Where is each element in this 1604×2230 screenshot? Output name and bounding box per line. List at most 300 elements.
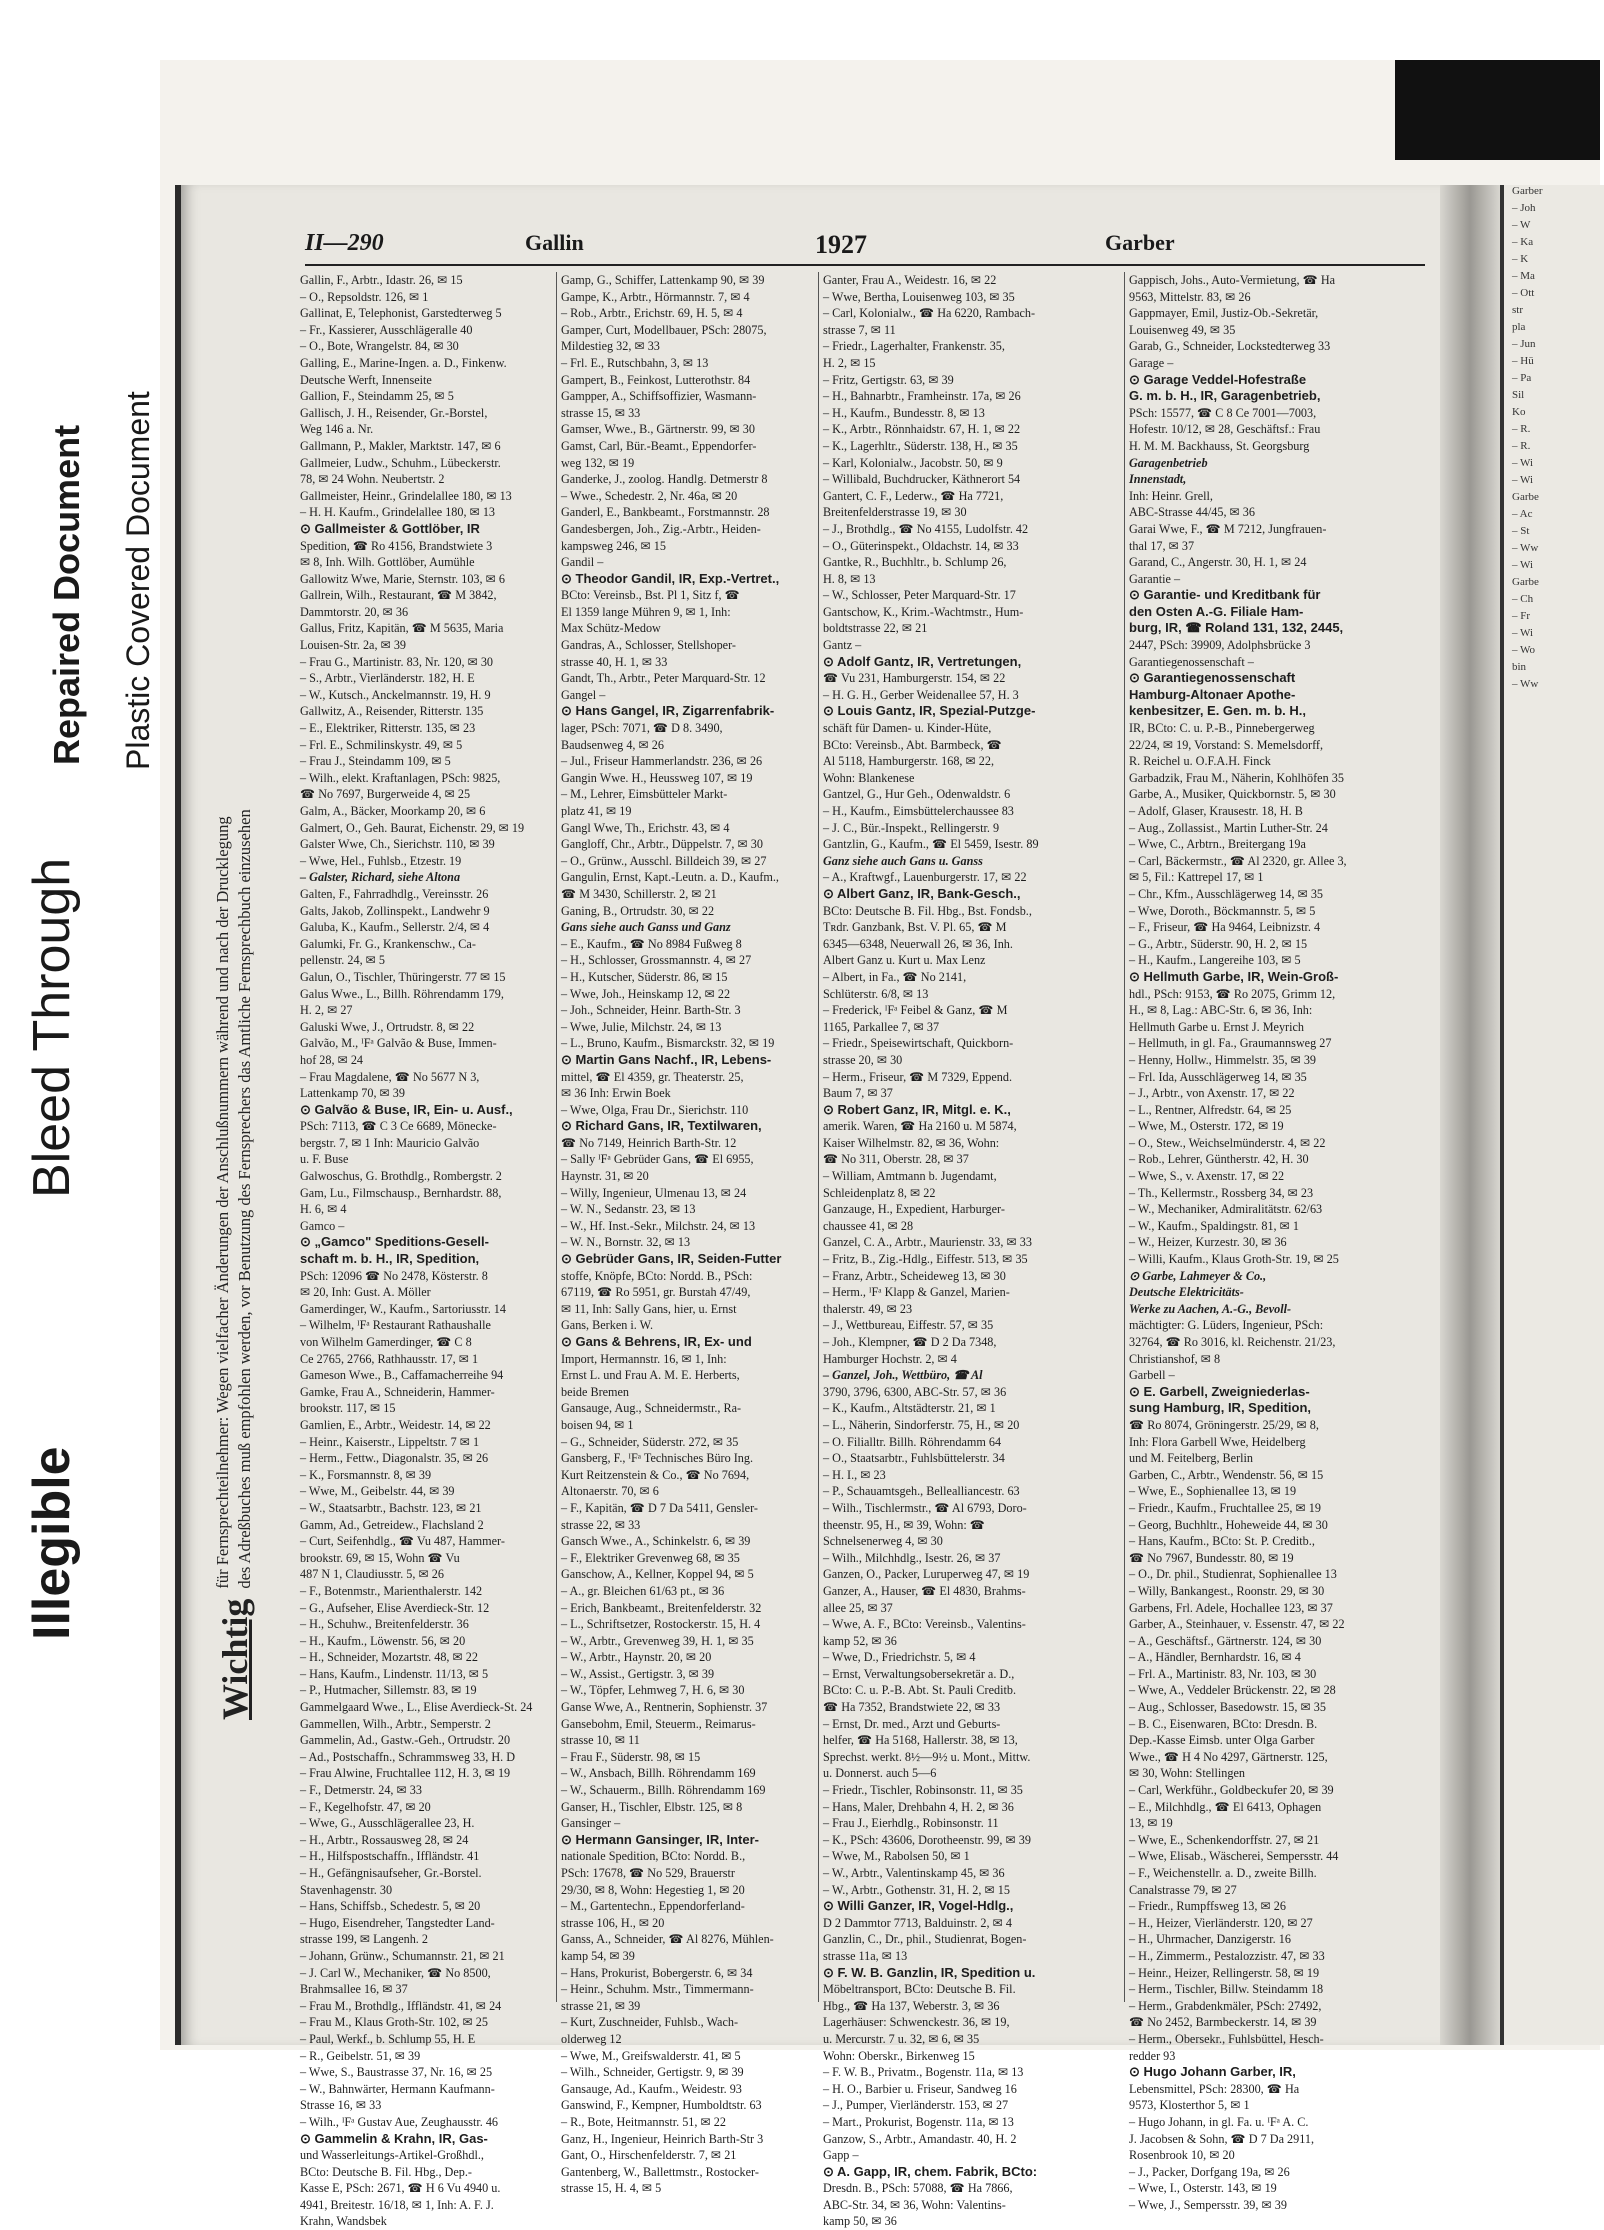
adjacent-page-fragment: – Ww	[1512, 542, 1539, 554]
directory-entry-line: – Johann, Grünw., Schumannstr. 21, ✉ 21	[300, 1948, 505, 1963]
directory-entry-line: Garber, A., Steinhauer, v. Essenstr. 47, ✉ 22	[1129, 1617, 1345, 1632]
directory-entry-line: 9563, Mittelstr. 83, ✉ 26	[1129, 289, 1251, 304]
directory-entry-line: – Heinr., Heizer, Rellingerstr. 58, ✉ 19	[1129, 1965, 1320, 1980]
directory-entry-line: – Wilhelm, ᴵFᵃ Restaurant Rathaushalle	[300, 1318, 491, 1333]
directory-entry-line: Galten, F., Fahrradhdlg., Vereinsstr. 26	[300, 886, 489, 901]
directory-entry-line: Dammtorstr. 20, ✉ 36	[300, 604, 409, 619]
directory-entry-line: – F., Botenmstr., Marienthalerstr. 142	[300, 1583, 483, 1598]
directory-entry-line: ☎ Ha 7352, Brandstwiete 22, ✉ 33	[823, 1700, 1001, 1715]
adjacent-page-fragment: pla	[1512, 321, 1526, 333]
directory-entry-line: 78, ✉ 24 Wohn. Neubertstr. 2	[300, 472, 445, 487]
directory-entry-line: – Willy, Ingenieur, Ulmenau 13, ✉ 24	[561, 1185, 747, 1200]
directory-entry-line: sung Hamburg, IR, Spedition,	[1129, 1400, 1311, 1416]
directory-entry-line: – Frl. Ida, Ausschlägerweg 14, ✉ 35	[1129, 1069, 1307, 1084]
adjacent-page-fragment: – Wo	[1512, 644, 1536, 656]
bleed-through-label: Bleed Through	[23, 857, 81, 1198]
directory-entry-line: – Wilh., ᴵFᵃ Gustav Aue, Zeughausstr. 46	[300, 2114, 499, 2129]
directory-entry-line: D 2 Dammtor 7713, Balduinstr. 2, ✉ 4	[823, 1915, 1012, 1930]
directory-entry-line: – M., Lehrer, Eimsbütteler Markt-	[561, 787, 728, 802]
directory-entry-line: – Willy, Bankangest., Roonstr. 29, ✉ 30	[1129, 1583, 1325, 1598]
directory-entry-line: ☎ Vu 231, Hamburgerstr. 154, ✉ 22	[823, 671, 1006, 686]
directory-entry-line: Garab, G., Schneider, Lockstedterweg 33	[1129, 339, 1331, 354]
directory-entry-line: Gallowitz Wwe, Marie, Sternstr. 103, ✉ 6	[300, 571, 505, 586]
directory-entry-line: – H., Kaufm., Löwenstr. 56, ✉ 20	[300, 1633, 466, 1648]
directory-entry-line: Garben, C., Arbtr., Wendenstr. 56, ✉ 15	[1129, 1467, 1324, 1482]
directory-entry-line: ⊙ Theodor Gandil, IR, Exp.-Vertret.,	[561, 570, 780, 586]
directory-entry-line: Hamburg-Altonaer Apothe-	[1129, 686, 1296, 702]
directory-entry-line: boisen 94, ✉ 1	[561, 1417, 634, 1432]
directory-entry-line: 1165, Parkallee 7, ✉ 37	[823, 1019, 940, 1034]
directory-entry-line: kamp 54, ✉ 39	[561, 1948, 635, 1963]
directory-entry-line: Gamco –	[300, 1218, 345, 1233]
directory-entry-line: thal 17, ✉ 37	[1129, 538, 1195, 553]
directory-entry-line: Galuba, K., Kaufm., Sellerstr. 2/4, ✉ 4	[300, 920, 490, 935]
directory-entry-line: redder 93	[1129, 2048, 1176, 2063]
directory-entry-line: – W., Hf. Inst.-Sekr., Milchstr. 24, ✉ 13	[561, 1218, 756, 1233]
directory-entry-line: PSch: 7113, ☎ C 3 Ce 6689, Mönecke-	[300, 1119, 497, 1134]
directory-entry-line: – K., Arbtr., Rönnhaidstr. 67, H. 1, ✉ 22	[823, 422, 1021, 437]
directory-entry-line: Ganter, Frau A., Weidestr. 16, ✉ 22	[823, 273, 997, 287]
directory-entry-line: Gappmayer, Emil, Justiz-Ob.-Sekretär,	[1129, 306, 1319, 321]
directory-entry-line: Möbeltransport, BCto: Deutsche B. Fil.	[823, 1982, 1016, 1997]
directory-entry-line: – E., Kaufm., ☎ No 8984 Fußweg 8	[561, 936, 742, 951]
directory-entry-line: Gallus, Fritz, Kapitän, ☎ M 5635, Maria	[300, 621, 504, 636]
directory-entry-line: Gandil –	[561, 555, 604, 570]
directory-entry-line: Gamst, Carl, Bür.-Beamt., Eppendorfer-	[561, 438, 757, 453]
directory-entry-line: – Wwe, Olga, Frau Dr., Sierichstr. 110	[561, 1102, 749, 1117]
adjacent-page-fragment: – Hü	[1512, 355, 1534, 367]
directory-entry-line: Galster Wwe, Ch., Sierichstr. 110, ✉ 39	[300, 837, 495, 852]
adjacent-page-fragment: – Fr	[1512, 610, 1531, 622]
directory-entry-line: Ernst L. und Frau A. M. E. Herberts,	[561, 1368, 740, 1383]
directory-entry-line: Breitenfelderstrasse 19, ✉ 30	[823, 505, 967, 520]
directory-entry-line: Gampper, A., Schiffsoffizier, Wasmann-	[561, 389, 757, 404]
directory-entry-line: Gansberg, F., ᴵFᵃ Technisches Büro Ing.	[561, 1451, 754, 1466]
directory-entry-line: Gallion, F., Steindamm 25, ✉ 5	[300, 389, 454, 404]
directory-entry-line: Gallmeister, Heinr., Grindelallee 180, ✉ 13	[300, 488, 512, 503]
directory-entry-line: – L., Schriftsetzer, Rostockerstr. 15, H. 4	[561, 1617, 761, 1632]
directory-entry-line: – K., Forsmannstr. 8, ✉ 39	[300, 1467, 432, 1482]
directory-entry-line: Strasse 16, ✉ 33	[300, 2098, 382, 2113]
directory-entry-line: Galun, O., Tischler, Thüringerstr. 77 ✉ 15	[300, 969, 506, 984]
directory-entry-line: – O., Repsoldstr. 126, ✉ 1	[300, 289, 429, 304]
adjacent-page-fragment: Ko	[1512, 406, 1526, 418]
directory-entry-line: ⊙ Gebrüder Gans, IR, Seiden-Futter	[561, 1251, 782, 1267]
directory-entry-line: Kurt Reitzenstein & Co., ☎ No 7694,	[561, 1467, 750, 1482]
directory-entry-line: 2447, PSch: 39909, Adolphsbrücke 3	[1129, 638, 1311, 653]
directory-entry-line: – Herm., Obersekr., Fuhlsbüttel, Hesch-	[1129, 2031, 1324, 2046]
illegible-label: Illegible	[23, 1446, 81, 1640]
directory-entry-line: – J., Packer, Dorfgang 19a, ✉ 26	[1129, 2164, 1290, 2179]
directory-entry-line: – Wwe, E., Schenkendorffstr. 27, ✉ 21	[1129, 1832, 1320, 1847]
directory-entry-line: mächtigter: G. Lüders, Ingenieur, PSch:	[1129, 1318, 1324, 1333]
directory-entry-line: – H. I., ✉ 23	[823, 1467, 886, 1482]
directory-entry-line: – G., Aufseher, Elise Averdieck-Str. 12	[300, 1600, 490, 1615]
directory-entry-line: H. M. M. Backhauss, St. Georgsburg	[1129, 438, 1310, 453]
directory-entry-line: – A., Geschäftsf., Gärtnerstr. 124, ✉ 30	[1129, 1633, 1322, 1648]
directory-entry-line: – F., Kapitän, ☎ D 7 Da 5411, Gensler-	[561, 1500, 758, 1515]
directory-entry-line: hof 28, ✉ 24	[300, 1052, 364, 1067]
directory-entry-line: ⊙ Gans & Behrens, IR, Ex- und	[561, 1334, 752, 1349]
directory-entry-line: Gantschow, K., Krim.-Wachtmstr., Hum-	[823, 604, 1024, 619]
directory-entry-line: – Frau Alwine, Fruchtallee 112, H. 3, ✉ 19	[300, 1766, 511, 1781]
directory-entry-line: Schleidenplatz 8, ✉ 22	[823, 1185, 936, 1200]
directory-entry-line: – Willibald, Buchdrucker, Käthnerort 54	[823, 472, 1021, 487]
directory-entry-line: – S., Arbtr., Vierländerstr. 182, H. E	[300, 671, 475, 686]
directory-entry-line: Haynstr. 31, ✉ 20	[561, 1169, 649, 1184]
directory-entry-line: – W., Schlosser, Peter Marquard-Str. 17	[823, 588, 1016, 603]
directory-entry-line: Spedition, ☎ Ro 4156, Brandstwiete 3	[300, 538, 493, 553]
directory-entry-line: – W. N., Bornstr. 32, ✉ 13	[561, 1235, 691, 1250]
directory-entry-line: 32764, ☎ Ro 3016, kl. Reichenstr. 21/23,	[1129, 1335, 1336, 1349]
directory-entry-line: – Rob., Lehrer, Güntherstr. 42, H. 30	[1129, 1152, 1309, 1167]
directory-entry-line: thalerstr. 49, ✉ 23	[823, 1301, 913, 1316]
directory-entry-line: – G., Arbtr., Süderstr. 90, H. 2, ✉ 15	[1129, 936, 1308, 951]
directory-entry-line: – Frau G., Martinistr. 83, Nr. 120, ✉ 30	[300, 654, 494, 669]
directory-entry-line: – Wwe, D., Friedrichstr. 5, ✉ 4	[823, 1650, 976, 1665]
adjacent-page-fragment: – R.	[1512, 440, 1531, 452]
directory-entry-line: strasse 21, ✉ 39	[561, 1998, 641, 2013]
directory-entry-line: – W., Arbtr., Grevenweg 39, H. 1, ✉ 35	[561, 1633, 754, 1648]
directory-entry-line: Import, Hermannstr. 16, ✉ 1, Inh:	[561, 1351, 727, 1366]
directory-entry-line: – G., Schneider, Süderstr. 272, ✉ 35	[561, 1434, 739, 1449]
directory-entry-line: schaft m. b. H., IR, Spedition,	[300, 1251, 480, 1267]
directory-entry-line: ⊙ Louis Gantz, IR, Spezial-Putzge-	[823, 703, 1036, 719]
directory-entry-line: ✉ 8, Inh. Wilh. Gottlöber, Aumühle	[300, 555, 475, 570]
directory-entry-line: Ganse Wwe, A., Rentnerin, Sophienstr. 37	[561, 1700, 768, 1715]
directory-entry-line: – Herm., Tischler, Billw. Steindamm 18	[1129, 1982, 1324, 1997]
directory-entry-line: – Mart., Prokurist, Bogenstr. 11a, ✉ 13	[823, 2114, 1014, 2129]
directory-entry-line: strasse 20, ✉ 30	[823, 1052, 903, 1067]
directory-entry-line: Ganing, B., Ortrudstr. 30, ✉ 22	[561, 903, 715, 918]
directory-entry-line: El 1359 lange Mühren 9, ✉ 1, Inh:	[561, 604, 731, 619]
directory-entry-line: – Wwe, J., Sempersstr. 39, ✉ 39	[1129, 2197, 1287, 2212]
directory-entry-line: Baum 7, ✉ 37	[823, 1086, 893, 1101]
adjacent-page-fragment: – K	[1512, 253, 1529, 265]
directory-entry-line: – H., Schuhw., Breitenfelderstr. 36	[300, 1617, 469, 1632]
directory-entry-line: Gansch Wwe., A., Schinkelstr. 6, ✉ 39	[561, 1534, 751, 1549]
directory-entry-line: Lebensmittel, PSch: 28300, ☎ Ha	[1129, 2081, 1300, 2096]
directory-entry-line: – Frl. E., Rutschbahn, 3, ✉ 13	[561, 355, 709, 370]
directory-entry-line: Louisen-Str. 2a, ✉ 39	[300, 638, 407, 653]
directory-entry-line: – P., Hutmacher, Sillemstr. 83, ✉ 19	[300, 1683, 477, 1698]
directory-entry-line: Galuski Wwe, J., Ortrudstr. 8, ✉ 22	[300, 1019, 475, 1034]
directory-entry-line: ✉ 30, Wohn: Stellingen	[1129, 1766, 1245, 1781]
important-notice	[212, 270, 302, 1720]
directory-entry-line: – Curt, Seifenhdlg., ☎ Vu 487, Hammer-	[300, 1534, 505, 1549]
directory-entry-line: ⊙ A. Gapp, IR, chem. Fabrik, BCto:	[823, 2163, 1038, 2179]
directory-entry-line: – William, Amtmann b. Jugendamt,	[823, 1169, 997, 1184]
directory-entry-line: ✉ 5, Fil.: Kattrepel 17, ✉ 1	[1129, 870, 1264, 885]
directory-entry-line: Gangloff, Chr., Arbtr., Düppelstr. 7, ✉ 30	[561, 837, 763, 852]
adjacent-page-fragment: – St	[1512, 525, 1530, 537]
directory-entry-line: Gandesbergen, Joh., Zig.-Arbtr., Heiden-	[561, 521, 761, 536]
adjacent-page-fragment: – R.	[1512, 423, 1531, 435]
directory-entry-line: Al 5118, Hamburgerstr. 168, ✉ 22,	[823, 754, 995, 769]
directory-entry-line: – Ernst, Dr. med., Arzt und Geburts-	[823, 1716, 1001, 1731]
directory-entry-line: allee 25, ✉ 37	[823, 1600, 893, 1615]
directory-entry-line: helfer, ☎ Ha 5168, Hallerstr. 38, ✉ 13,	[823, 1733, 1018, 1748]
directory-entry-line: Weg 146 a. Nr.	[300, 422, 374, 437]
directory-entry-line: Galvão, M., ᴵFᵃ Galvão & Buse, Immen-	[300, 1036, 497, 1051]
directory-entry-line: Schnelsenerweg 4, ✉ 30	[823, 1534, 943, 1549]
directory-entry-line: – Friedr., Tischler, Robinsonstr. 11, ✉ 35	[823, 1783, 1023, 1798]
directory-entry-line: Gantenberg, W., Ballettmstr., Rostocker-	[561, 2164, 759, 2179]
directory-entry-line: ⊙ „Gamco" Speditions-Gesell-	[300, 1234, 489, 1250]
directory-entry-line: H. 6, ✉ 4	[300, 1202, 347, 1217]
directory-entry-line: – H., Schneider, Mozartstr. 48, ✉ 22	[300, 1650, 478, 1665]
directory-entry-line: ☎ No 7967, Bundesstr. 80, ✉ 19	[1129, 1550, 1294, 1565]
directory-entry-line: Garage –	[1129, 355, 1174, 370]
directory-entry-line: ⊙ Garantiegenossenschaft	[1129, 670, 1296, 686]
directory-entry-line: 3790, 3796, 6300, ABC-Str. 57, ✉ 36	[823, 1384, 1007, 1399]
directory-entry-line: – H., Kaufm., Langereihe 103, ✉ 5	[1129, 953, 1301, 968]
directory-entry-line: H. 2, ✉ 27	[300, 1003, 353, 1018]
directory-entry-line: – Wwe, I., Osterstr. 143, ✉ 19	[1129, 2181, 1277, 2196]
directory-entry-line: strasse 15, ✉ 33	[561, 405, 641, 420]
directory-entry-line: Gandras, A., Schlosser, Stellshoper-	[561, 638, 736, 653]
directory-entry-line: ⊙ Hugo Johann Garber, IR,	[1129, 2064, 1296, 2080]
directory-entry-line: – A., gr. Bleichen 61/63 pt., ✉ 36	[561, 1583, 725, 1598]
adjacent-page-fragment: – Wi	[1512, 559, 1534, 571]
adjacent-page-fragment: – Ka	[1512, 236, 1534, 248]
directory-entry-line: Gantzlin, G., Kaufm., ☎ El 5459, Isestr. 89	[823, 837, 1039, 852]
directory-entry-line: – L., Rentner, Alfredstr. 64, ✉ 25	[1129, 1102, 1292, 1117]
directory-entry-line: BCto: Vereinsb., Bst. Pl 1, Sitz f, ☎	[561, 588, 740, 603]
adjacent-page-fragment: – Ch	[1512, 593, 1534, 605]
directory-entry-line: Gammelin, Ad., Gastw.-Geh., Ortrudstr. 20	[300, 1733, 511, 1748]
directory-entry-line: Gallmeier, Ludw., Schuhm., Lübeckerstr.	[300, 455, 501, 470]
adjacent-page-fragment: – Ww	[1512, 678, 1539, 690]
directory-entry-line: – Karl, Kolonialw., Jacobstr. 50, ✉ 9	[823, 455, 1003, 470]
directory-entry-line: strasse 199, ✉ Langenh. 2	[300, 1932, 428, 1947]
directory-entry-line: u. F. Buse	[300, 1152, 349, 1167]
directory-entry-line: – O., Stew., Weichselmünderstr. 4, ✉ 22	[1129, 1135, 1326, 1150]
directory-entry-line: – Jul., Friseur Hammerlandstr. 236, ✉ 26	[561, 754, 763, 769]
directory-entry-line: – Wwe, Hel., Fuhlsb., Etzestr. 19	[300, 853, 462, 868]
directory-entry-line: – Wwe, A., Veddeler Brückenstr. 22, ✉ 28	[1129, 1683, 1336, 1698]
directory-entry-line: – F., Elektriker Grevenweg 68, ✉ 35	[561, 1550, 740, 1565]
directory-entry-line: – O., Grünw., Ausschl. Billdeich 39, ✉ 27	[561, 853, 767, 868]
directory-entry-line: – W., Heizer, Kurzestr. 30, ✉ 36	[1129, 1235, 1287, 1250]
directory-entry-line: Gallin, F., Arbtr., Idastr. 26, ✉ 15	[300, 273, 463, 287]
directory-entry-line: Louisenweg 49, ✉ 35	[1129, 322, 1236, 337]
adjacent-page-fragment: – Wi	[1512, 457, 1534, 469]
adjacent-page-fragment: – Joh	[1512, 202, 1536, 214]
directory-entry-line: – F., Kegelhofstr. 47, ✉ 20	[300, 1799, 431, 1814]
directory-entry-line: – Wwe, M., Osterstr. 172, ✉ 19	[1129, 1119, 1284, 1134]
directory-entry-line: weg 132, ✉ 19	[561, 455, 635, 470]
directory-entry-line: – H., Bahnarbtr., Framheinstr. 17a, ✉ 26	[823, 389, 1021, 404]
directory-entry-line: IR, BCto: C. u. P.-B., Pinnebergerweg	[1129, 721, 1315, 736]
page-header	[305, 228, 1425, 266]
directory-entry-line: – Hans, Kaufm., Lindenstr. 11/13, ✉ 5	[300, 1666, 489, 1681]
directory-entry-line: Ganzer, A., Hauser, ☎ El 4830, Brahms-	[823, 1583, 1026, 1598]
directory-entry-line: Gam, Lu., Filmschausp., Bernhardstr. 88,	[300, 1185, 502, 1200]
directory-entry-line: burg, IR, ☎ Roland 131, 132, 2445,	[1129, 620, 1344, 636]
directory-entry-line: ⊙ Hermann Gansinger, IR, Inter-	[561, 1831, 759, 1847]
directory-entry-line: Gantke, R., Buchhltr., b. Schlump 26,	[823, 555, 1007, 570]
directory-entry-line: 487 N 1, Claudiusstr. 5, ✉ 26	[300, 1567, 444, 1582]
adjacent-page-fragment: – W	[1512, 219, 1531, 231]
directory-entry-line: Ganss, A., Schneider, ☎ Al 8276, Mühlen-	[561, 1932, 774, 1947]
directory-entry-line: Galts, Jakob, Zollinspekt., Landwehr 9	[300, 903, 490, 918]
directory-entry-line: bergstr. 7, ✉ 1 Inh: Mauricio Galvão	[300, 1135, 480, 1150]
directory-entry-line: u. Mercurstr. 7 u. 32, ✉ 6, ✉ 35	[823, 2031, 980, 2046]
directory-entry-line: hdl., PSch: 9153, ☎ Ro 2075, Grimm 12,	[1129, 986, 1336, 1001]
directory-entry-line: – Galster, Richard, siehe Altona	[300, 870, 461, 885]
directory-entry-line: – H., Schlosser, Grossmannstr. 4, ✉ 27	[561, 953, 752, 968]
notice-line-2: des Adreßbuches muß empfohlen werden, vor Benutzung des Fernsprechers das Amtliche Fernsprechbuch einzusehen	[235, 809, 254, 1589]
directory-entry-line: ⊙ F. W. B. Ganzlin, IR, Spedition u.	[823, 1964, 1036, 1980]
directory-entry-line: ⊙ Martin Gans Nachf., IR, Lebens-	[561, 1051, 772, 1067]
directory-entry-line: – Fr., Kassierer, Ausschlägeralle 40	[300, 322, 473, 337]
notice-line-1: für Fernsprechteilnehmer: Wegen vielfacher Änderungen der Anschlußnummern während und nach der Drucklegung	[213, 816, 232, 1589]
directory-entry-line: – Wwe, A. F., BCto: Vereinsb., Valentins-	[823, 1617, 1026, 1632]
directory-entry-line: – O. Filialltr. Billh. Röhrendamm 64	[823, 1434, 1002, 1449]
directory-entry-line: ⊙ E. Garbell, Zweigniederlas-	[1129, 1383, 1310, 1399]
directory-entry-line: – O., Staatsarbtr., Fuhlsbüttelerstr. 34	[823, 1451, 1005, 1466]
directory-entry-line: – Wilh., elekt. Kraftanlagen, PSch: 9825,	[300, 770, 501, 785]
directory-entry-line: – Th., Kellermstr., Rossberg 34, ✉ 23	[1129, 1185, 1314, 1200]
directory-entry-line: ⊙ Richard Gans, IR, Textilwaren,	[561, 1118, 762, 1134]
adjacent-page-fragment: Garbe	[1512, 576, 1539, 588]
adjacent-page-fragment: – Ott	[1512, 287, 1535, 299]
directory-entry-line: ☎ No 7149, Heinrich Barth-Str. 12	[561, 1135, 737, 1150]
directory-entry-line: u. Donnerst. auch 5—6	[823, 1766, 937, 1781]
directory-entry-line: Gansauge, Aug., Schneidermstr., Ra-	[561, 1401, 742, 1416]
directory-entry-line: ✉ 36 Inh: Erwin Boek	[561, 1086, 671, 1101]
directory-entry-line: Galmert, O., Geh. Baurat, Eichenstr. 29, ✉ 19	[300, 820, 525, 835]
directory-entry-line: – Friedr., Kaufm., Fruchtallee 25, ✉ 19	[1129, 1500, 1321, 1515]
directory-entry-line: kamp 52, ✉ 36	[823, 1633, 897, 1648]
directory-entry-line: strasse 15, H. 4, ✉ 5	[561, 2181, 662, 2196]
directory-entry-line: Garbell –	[1129, 1368, 1175, 1383]
directory-entry-line: Garand, C., Angerstr. 30, H. 1, ✉ 24	[1129, 555, 1307, 570]
directory-entry-line: lager, PSch: 7071, ☎ D 8. 3490,	[561, 721, 723, 736]
directory-entry-line: – Adolf, Glaser, Krausestr. 18, H. B	[1129, 804, 1303, 818]
directory-entry-line: Krahn, Wandsbek	[300, 2214, 387, 2229]
directory-entry-line: – Frau J., Eierhdlg., Robinsonstr. 11	[823, 1816, 999, 1831]
directory-entry-line: – Wilh., Tischlermstr., ☎ Al 6793, Doro-	[823, 1500, 1027, 1515]
directory-entry-line: – O., Dr. phil., Studienrat, Sophienallee 13	[1129, 1567, 1337, 1582]
directory-entry-line: Sprechst. werkt. 8½—9½ u. Mont., Mittw.	[823, 1749, 1031, 1764]
directory-entry-line: Deutsche Werft, Innenseite	[300, 372, 432, 387]
directory-entry-line: – W., Ansbach, Billh. Röhrendamm 169	[561, 1766, 756, 1781]
directory-entry-line: Garagenbetrieb	[1129, 455, 1208, 470]
directory-entry-line: – Wwe, Bertha, Louisenweg 103, ✉ 35	[823, 289, 1015, 304]
directory-entry-line: ⊙ Gammelin & Krahn, IR, Gas-	[300, 2130, 488, 2146]
directory-entry-line: – Willi, Kaufm., Klaus Groth-Str. 19, ✉ 25	[1129, 1252, 1339, 1267]
directory-entry-line: Gammellen, Wilh., Arbtr., Semperstr. 2	[300, 1716, 491, 1731]
directory-entry-line: Gansinger –	[561, 1816, 621, 1831]
directory-entry-line: – Carl, Werkführ., Goldbeckufer 20, ✉ 39	[1129, 1783, 1334, 1798]
directory-entry-line: – H., Zimmerm., Pestalozzistr. 47, ✉ 33	[1129, 1948, 1325, 1963]
directory-entry-line: – Frau M., Klaus Groth-Str. 102, ✉ 25	[300, 2015, 488, 2030]
directory-entry-line: H. 8, ✉ 13	[823, 571, 876, 586]
directory-entry-line: ☎ M 3430, Schillerstr. 2, ✉ 21	[561, 886, 717, 901]
directory-entry-line: schäft für Damen- u. Kinder-Hüte,	[823, 721, 992, 736]
directory-entry-line: strasse 106, H., ✉ 20	[561, 1915, 665, 1930]
adjacent-page-fragment: – Wi	[1512, 474, 1534, 486]
directory-entry-line: – Wwe, C., Arbtrn., Breitergang 19a	[1129, 837, 1306, 852]
directory-entry-line: Gamp, G., Schiffer, Lattenkamp 90, ✉ 39	[561, 273, 765, 287]
directory-entry-line: – Ganzel, Joh., Wettbüro, ☎ Al	[823, 1368, 983, 1383]
directory-column-2	[556, 272, 811, 2196]
directory-entry-line: Gallinat, E, Telephonist, Garstedterweg 5	[300, 306, 502, 321]
directory-entry-line: – J., Brothdlg., ☎ No 4155, Ludolfstr. 42	[823, 521, 1029, 536]
directory-entry-line: ⊙ Adolf Gantz, IR, Vertretungen,	[823, 653, 1022, 669]
directory-entry-line: Ganzauge, H., Expedient, Harburger-	[823, 1202, 1005, 1217]
directory-entry-line: Hamburger Hochstr. 2, ✉ 4	[823, 1351, 957, 1366]
page-gutter	[1440, 185, 1500, 2045]
plastic-covered-label: Plastic Covered Document	[120, 391, 156, 770]
directory-entry-line: – F., Weichenstellr. a. D., zweite Billh.	[1129, 1866, 1317, 1880]
directory-entry-line: Altonaerstr. 70, ✉ 6	[561, 1484, 659, 1499]
directory-entry-line: ⊙ Gallmeister & Gottlöber, IR	[300, 520, 480, 536]
adjacent-page-fragment: Garber	[1512, 185, 1543, 197]
directory-entry-line: Ganzow, S., Arbtr., Amandastr. 40, H. 2	[823, 2131, 1017, 2146]
directory-entry-line: – Wwe, M., Rabolsen 50, ✉ 1	[823, 1849, 970, 1864]
directory-entry-line: – H., Kaufm., Bundesstr. 8, ✉ 13	[823, 405, 985, 420]
directory-entry-line: – E., Elektriker, Ritterstr. 135, ✉ 23	[300, 721, 476, 736]
directory-entry-line: Gameson Wwe., B., Caffamacherreihe 94	[300, 1368, 504, 1383]
directory-entry-line: – Wwe, Joh., Heinskamp 12, ✉ 22	[561, 986, 731, 1001]
directory-entry-line: – W., Töpfer, Lehmweg 7, H. 6, ✉ 30	[561, 1683, 745, 1698]
directory-entry-line: Dep.-Kasse Eimsb. unter Olga Garber	[1129, 1733, 1315, 1748]
directory-entry-line: Gappisch, Johs., Auto-Vermietung, ☎ Ha	[1129, 273, 1336, 287]
directory-entry-line: Garbens, Frl. Adele, Hochallee 123, ✉ 37	[1129, 1600, 1333, 1615]
directory-entry-line: ⊙ Robert Ganz, IR, Mitgl. e. K.,	[823, 1101, 1011, 1117]
directory-entry-line: kenbesitzer, E. Gen. m. b. H.,	[1129, 703, 1306, 719]
directory-entry-line: Gampe, K., Arbtr., Hörmannstr. 7, ✉ 4	[561, 289, 750, 304]
directory-column-3	[818, 272, 1119, 2229]
directory-entry-line: Mildestieg 32, ✉ 33	[561, 339, 660, 354]
directory-entry-line: – Hans, Kaufm., BCto: St. P. Creditb.,	[1129, 1534, 1315, 1549]
directory-entry-line: PSch: 17678, ☎ No 529, Brauerstr	[561, 1866, 735, 1880]
directory-entry-line: Gantzel, G., Hur Geh., Odenwaldstr. 6	[823, 787, 1011, 802]
directory-entry-line: 13, ✉ 19	[1129, 1816, 1173, 1831]
directory-entry-line: Innenstadt,	[1129, 472, 1187, 487]
directory-entry-line: – W., Arbtr., Haynstr. 20, ✉ 20	[561, 1650, 712, 1665]
directory-entry-line: Inh: Heinr. Grell,	[1129, 488, 1213, 503]
directory-entry-line: – F., Friseur, ☎ Ha 9464, Leibnizstr. 4	[1129, 920, 1321, 935]
directory-entry-line: – W., Kaufm., Spaldingstr. 81, ✉ 1	[1129, 1218, 1300, 1233]
directory-entry-line: Gampert, B., Feinkost, Lutterothstr. 84	[561, 372, 751, 387]
directory-entry-line: chaussee 41, ✉ 28	[823, 1218, 914, 1233]
directory-entry-line: Ce 2765, 2766, Rathhausstr. 17, ✉ 1	[300, 1351, 479, 1366]
directory-entry-line: Wwe., ☎ H 4 No 4297, Gärtnerstr. 125,	[1129, 1749, 1328, 1764]
directory-entry-line: Albert Ganz u. Kurt u. Max Lenz	[823, 953, 986, 968]
directory-entry-line: – H., Hilfspostschaffn., Iffländstr. 41	[300, 1849, 480, 1864]
directory-entry-line: J. Jacobsen & Sohn, ☎ D 7 Da 2911,	[1129, 2131, 1315, 2146]
directory-entry-line: – H., Heizer, Vierländerstr. 120, ✉ 27	[1129, 1915, 1313, 1930]
directory-entry-line: Ganderl, E., Bankbeamt., Forstmannstr. 28	[561, 505, 770, 520]
directory-entry-line: – O., Güterinspekt., Oldachstr. 14, ✉ 33	[823, 538, 1019, 553]
directory-entry-line: Tʀdr. Ganzbank, Bst. V. Pl. 65, ☎ M	[823, 920, 1007, 935]
directory-entry-line: strasse 11a, ✉ 13	[823, 1948, 908, 1963]
directory-entry-line: H. 2, ✉ 15	[823, 355, 876, 370]
directory-entry-line: Wohn: Blankenese	[823, 770, 915, 785]
directory-entry-line: – Aug., Zollassist., Martin Luther-Str. 24	[1129, 820, 1328, 835]
directory-entry-line: Garantiegenossenschaft –	[1129, 654, 1254, 669]
directory-entry-line: – J., Wettbureau, Eiffestr. 57, ✉ 35	[823, 1318, 994, 1333]
directory-entry-line: – W. N., Sedanstr. 23, ✉ 13	[561, 1202, 696, 1217]
directory-entry-line: – W., Mechaniker, Admiralitätstr. 62/63	[1129, 1202, 1323, 1217]
directory-entry-line: Wohn: Oberskr., Birkenweg 15	[823, 2048, 975, 2063]
adjacent-page-fragment: – Ac	[1512, 508, 1533, 520]
directory-entry-line: – W., Arbtr., Gothenstr. 31, H. 2, ✉ 15	[823, 1882, 1010, 1897]
